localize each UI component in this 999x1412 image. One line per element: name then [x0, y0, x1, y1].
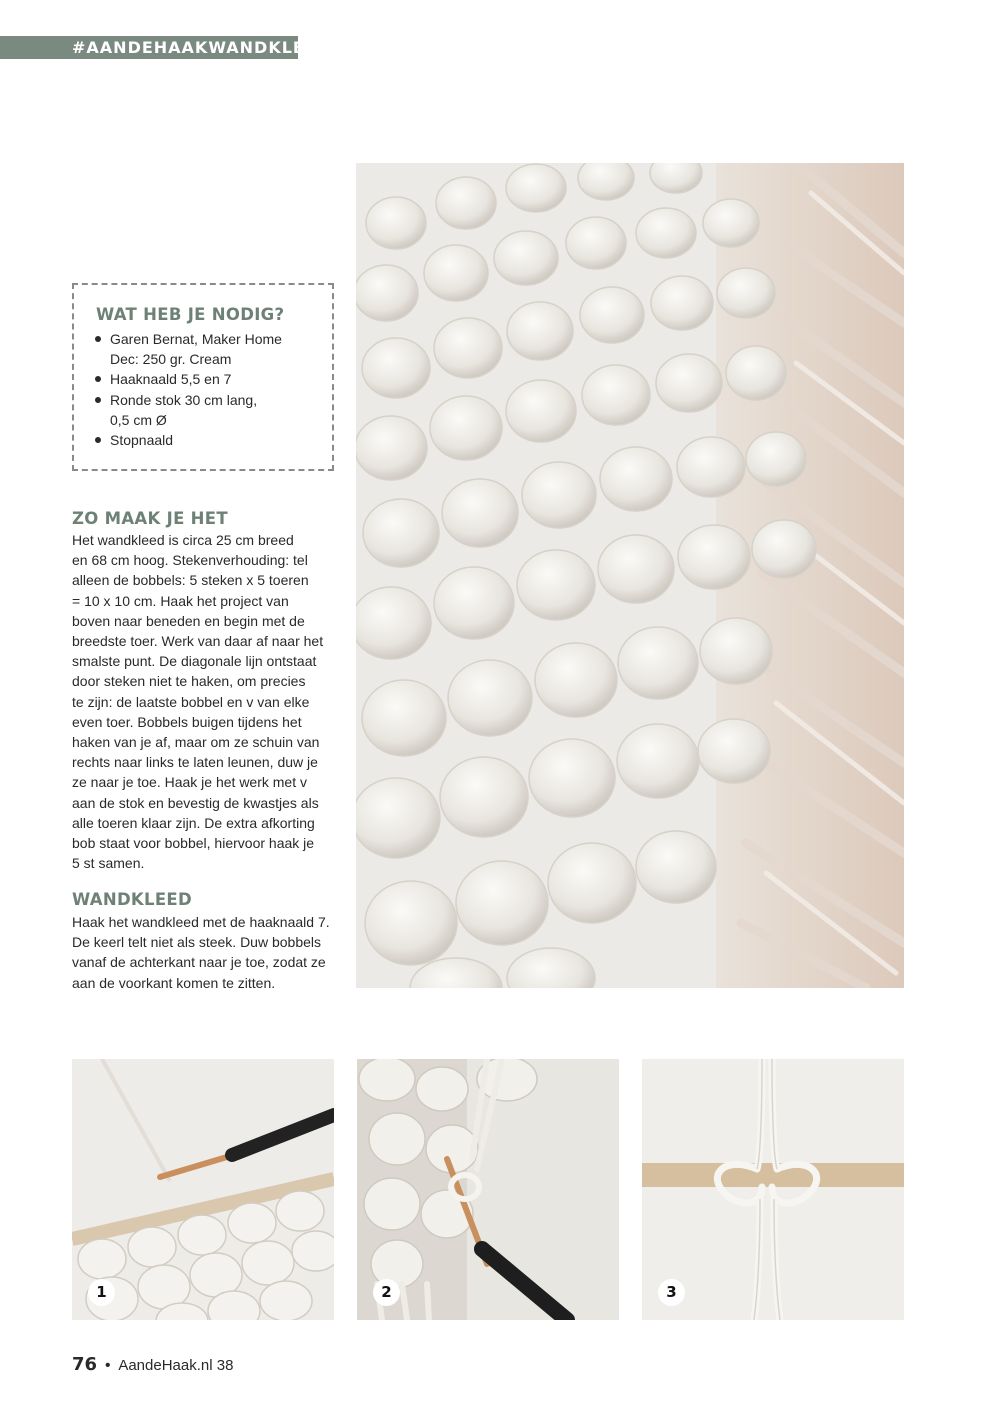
step-photo-1 — [72, 1059, 334, 1320]
magazine-name: AandeHaak.nl 38 — [118, 1357, 234, 1374]
step-number-badge: 3 — [658, 1279, 685, 1306]
section-tag-bar — [0, 36, 332, 59]
materials-item: Garen Bernat, Maker Home Dec: 250 gr. Cream — [92, 329, 282, 369]
materials-item: Stopnaald — [92, 430, 282, 450]
step-number-badge: 2 — [373, 1279, 400, 1306]
section-tag: #AANDEHAAKWANDKLEED — [72, 38, 332, 57]
wall-heading: WANDKLEED — [72, 890, 192, 909]
step-number-badge: 1 — [88, 1279, 115, 1306]
step-photo-3 — [642, 1059, 904, 1320]
how-to-heading: ZO MAAK JE HET — [72, 509, 228, 528]
how-to-text: Het wandkleed is circa 25 cm breed en 68 cm hoog. Stekenverhouding: tel alleen de bobbels: 5 steken x 5 toeren = 10 x 10 cm. Haak het project van boven naar beneden en begin met de breedste toer. Werk van daar af naar het smalste punt. De diagonale lijn ontstaat door steken niet te haken, om precies te zijn: de laatste bobbel en v van elke even toer. Bobbels buigen tijdens het haken van je af, maar om ze schuin van rechts naar links te laten leunen, duw je ze naar je toe. Haak je het werk met v aan de stok en bevestig de kwastjes als alle toeren klaar zijn. De extra afkorting bob staat voor bobbel, hiervoor haak je 5 st samen. — [72, 532, 324, 872]
wall-text: Haak het wandkleed met de haaknaald 7. De keerl telt niet als steek. Duw bobbels vanaf de achterkant naar je toe, zodat ze aan de voorkant komen te zitten. — [72, 914, 330, 991]
step-3-illustration — [642, 1059, 904, 1320]
materials-list — [92, 329, 282, 450]
page-number: 76 — [72, 1354, 98, 1375]
step-2-illustration — [357, 1059, 619, 1320]
step-1-illustration — [72, 1059, 334, 1320]
materials-item: Ronde stok 30 cm lang, 0,5 cm Ø — [92, 390, 282, 430]
footer-separator: • — [105, 1357, 111, 1374]
step-photo-2 — [357, 1059, 619, 1320]
main-photo-wall-hanging — [356, 163, 904, 988]
wall-hanging-illustration — [356, 163, 904, 988]
materials-title: WAT HEB JE NODIG? — [96, 305, 285, 324]
materials-item: Haaknaald 5,5 en 7 — [92, 369, 282, 389]
page-footer — [72, 1354, 233, 1375]
materials-box — [72, 283, 334, 471]
